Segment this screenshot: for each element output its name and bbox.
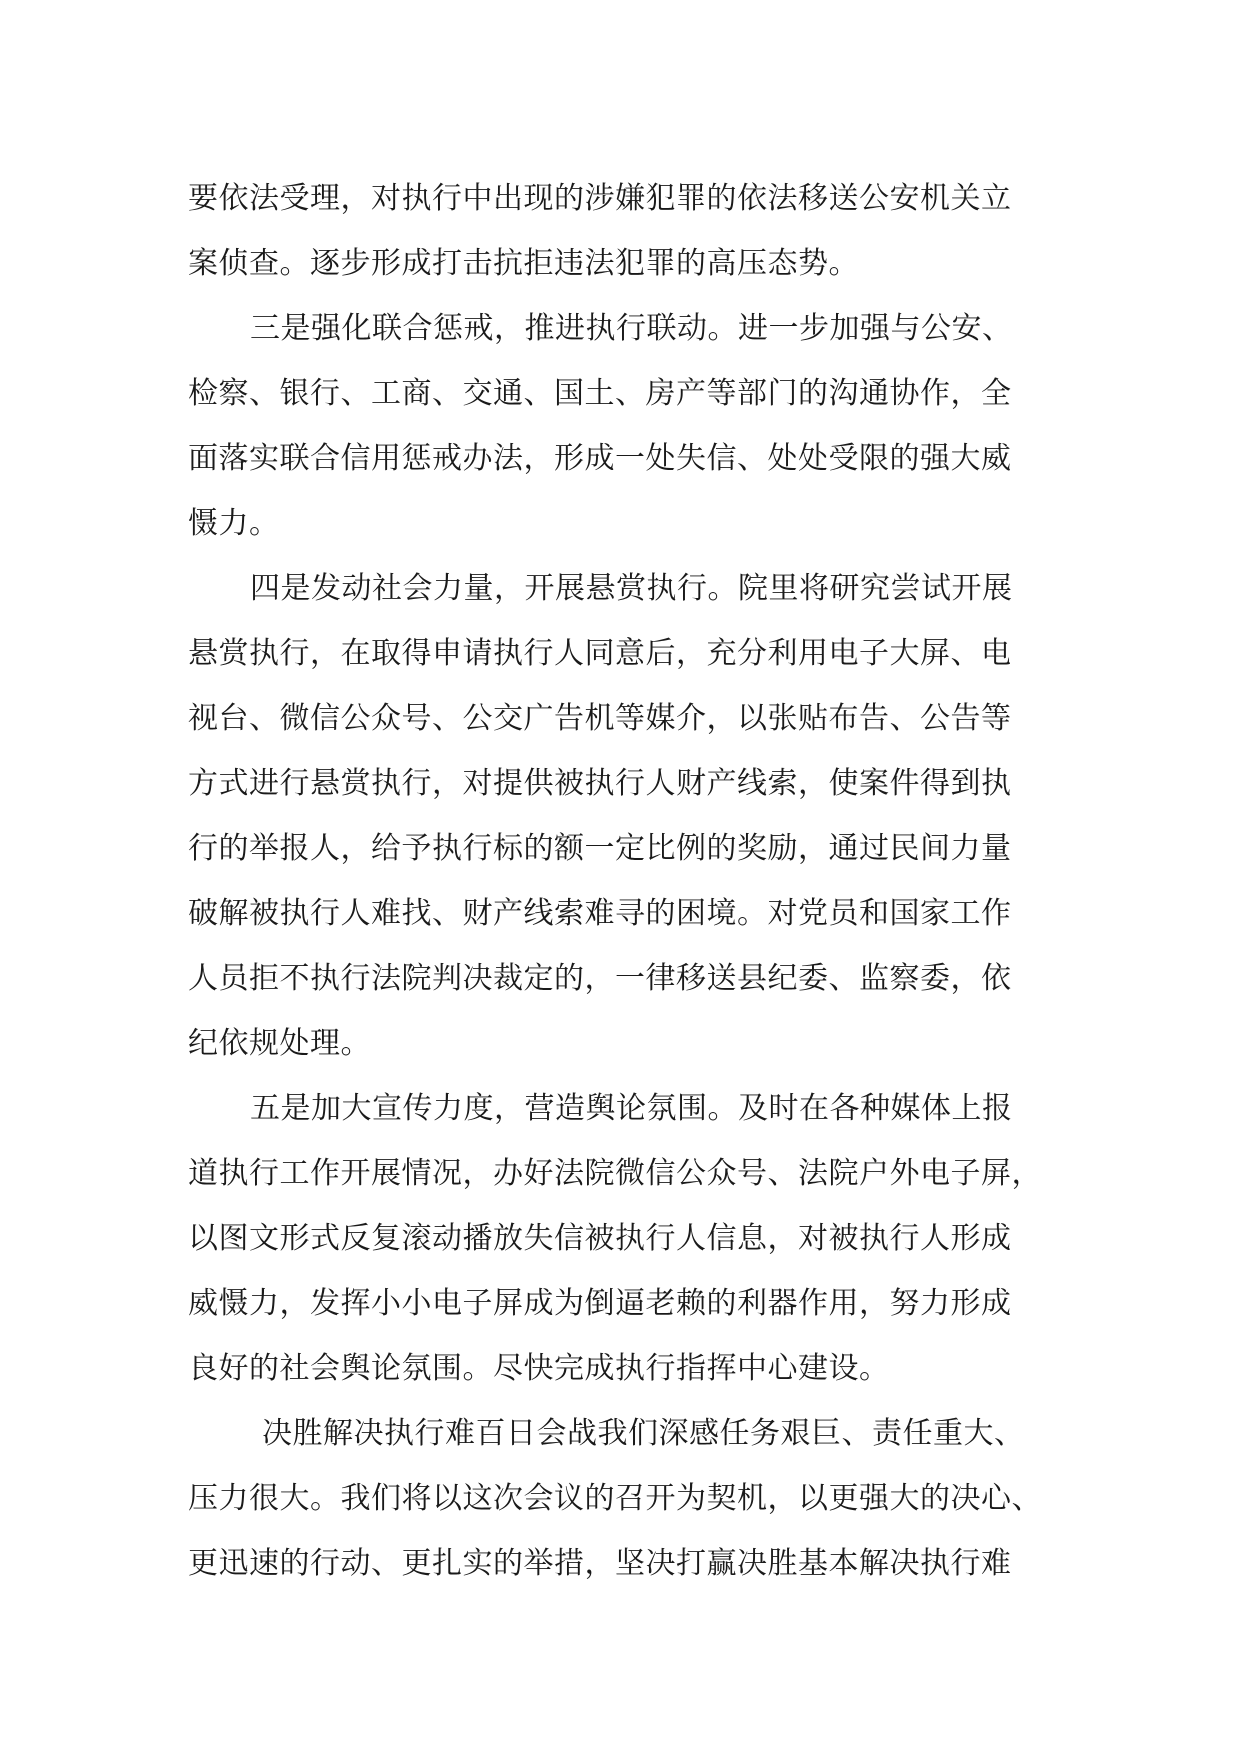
text-line: 压力很大。我们将以这次会议的召开为契机，以更强大的决心、 bbox=[188, 1481, 1042, 1516]
text-line: 以图文形式反复滚动播放失信被执行人信息，对被执行人形成 bbox=[188, 1221, 1012, 1256]
text-line: 决胜解决执行难百日会战我们深感任务艰巨、责任重大、 bbox=[262, 1416, 1025, 1451]
text-line: 案侦查。逐步形成打击抗拒违法犯罪的高压态势。 bbox=[188, 246, 859, 281]
text-line: 悬赏执行，在取得申请执行人同意后，充分利用电子大屏、电 bbox=[188, 636, 1012, 671]
text-line: 纪依规处理。 bbox=[188, 1026, 371, 1061]
paragraph-social-forces bbox=[188, 556, 1088, 1076]
text-line: 威慑力，发挥小小电子屏成为倒逼老赖的利器作用，努力形成 bbox=[188, 1286, 1012, 1321]
text-line: 更迅速的行动、更扎实的举措，坚决打赢决胜基本解决执行难 bbox=[188, 1546, 1012, 1581]
paragraph-publicity bbox=[188, 1076, 1088, 1401]
text-line: 检察、银行、工商、交通、国土、房产等部门的沟通协作，全 bbox=[188, 376, 1012, 411]
paragraph-conclusion bbox=[188, 1401, 1088, 1596]
text-line: 面落实联合信用惩戒办法，形成一处失信、处处受限的强大威 bbox=[188, 441, 1012, 476]
text-line: 道执行工作开展情况，办好法院微信公众号、法院户外电子屏， bbox=[188, 1156, 1042, 1191]
text-line: 三是强化联合惩戒，推进执行联动。进一步加强与公安、 bbox=[250, 311, 1013, 346]
text-line: 视台、微信公众号、公交广告机等媒介，以张贴布告、公告等 bbox=[188, 701, 1012, 736]
text-line: 方式进行悬赏执行，对提供被执行人财产线索，使案件得到执 bbox=[188, 766, 1012, 801]
text-line: 慑力。 bbox=[188, 506, 280, 541]
text-line: 五是加大宣传力度，营造舆论氛围。及时在各种媒体上报 bbox=[250, 1091, 1013, 1126]
text-line: 良好的社会舆论氛围。尽快完成执行指挥中心建设。 bbox=[188, 1351, 890, 1386]
paragraph-continuation bbox=[188, 166, 1088, 296]
document-body bbox=[188, 166, 1088, 1596]
paragraph-joint-punishment bbox=[188, 296, 1088, 556]
text-line: 破解被执行人难找、财产线索难寻的困境。对党员和国家工作 bbox=[188, 896, 1012, 931]
text-line: 要依法受理，对执行中出现的涉嫌犯罪的依法移送公安机关立 bbox=[188, 181, 1012, 216]
text-line: 人员拒不执行法院判决裁定的，一律移送县纪委、监察委，依 bbox=[188, 961, 1012, 996]
text-line: 四是发动社会力量，开展悬赏执行。院里将研究尝试开展 bbox=[250, 571, 1013, 606]
text-line: 行的举报人，给予执行标的额一定比例的奖励，通过民间力量 bbox=[188, 831, 1012, 866]
